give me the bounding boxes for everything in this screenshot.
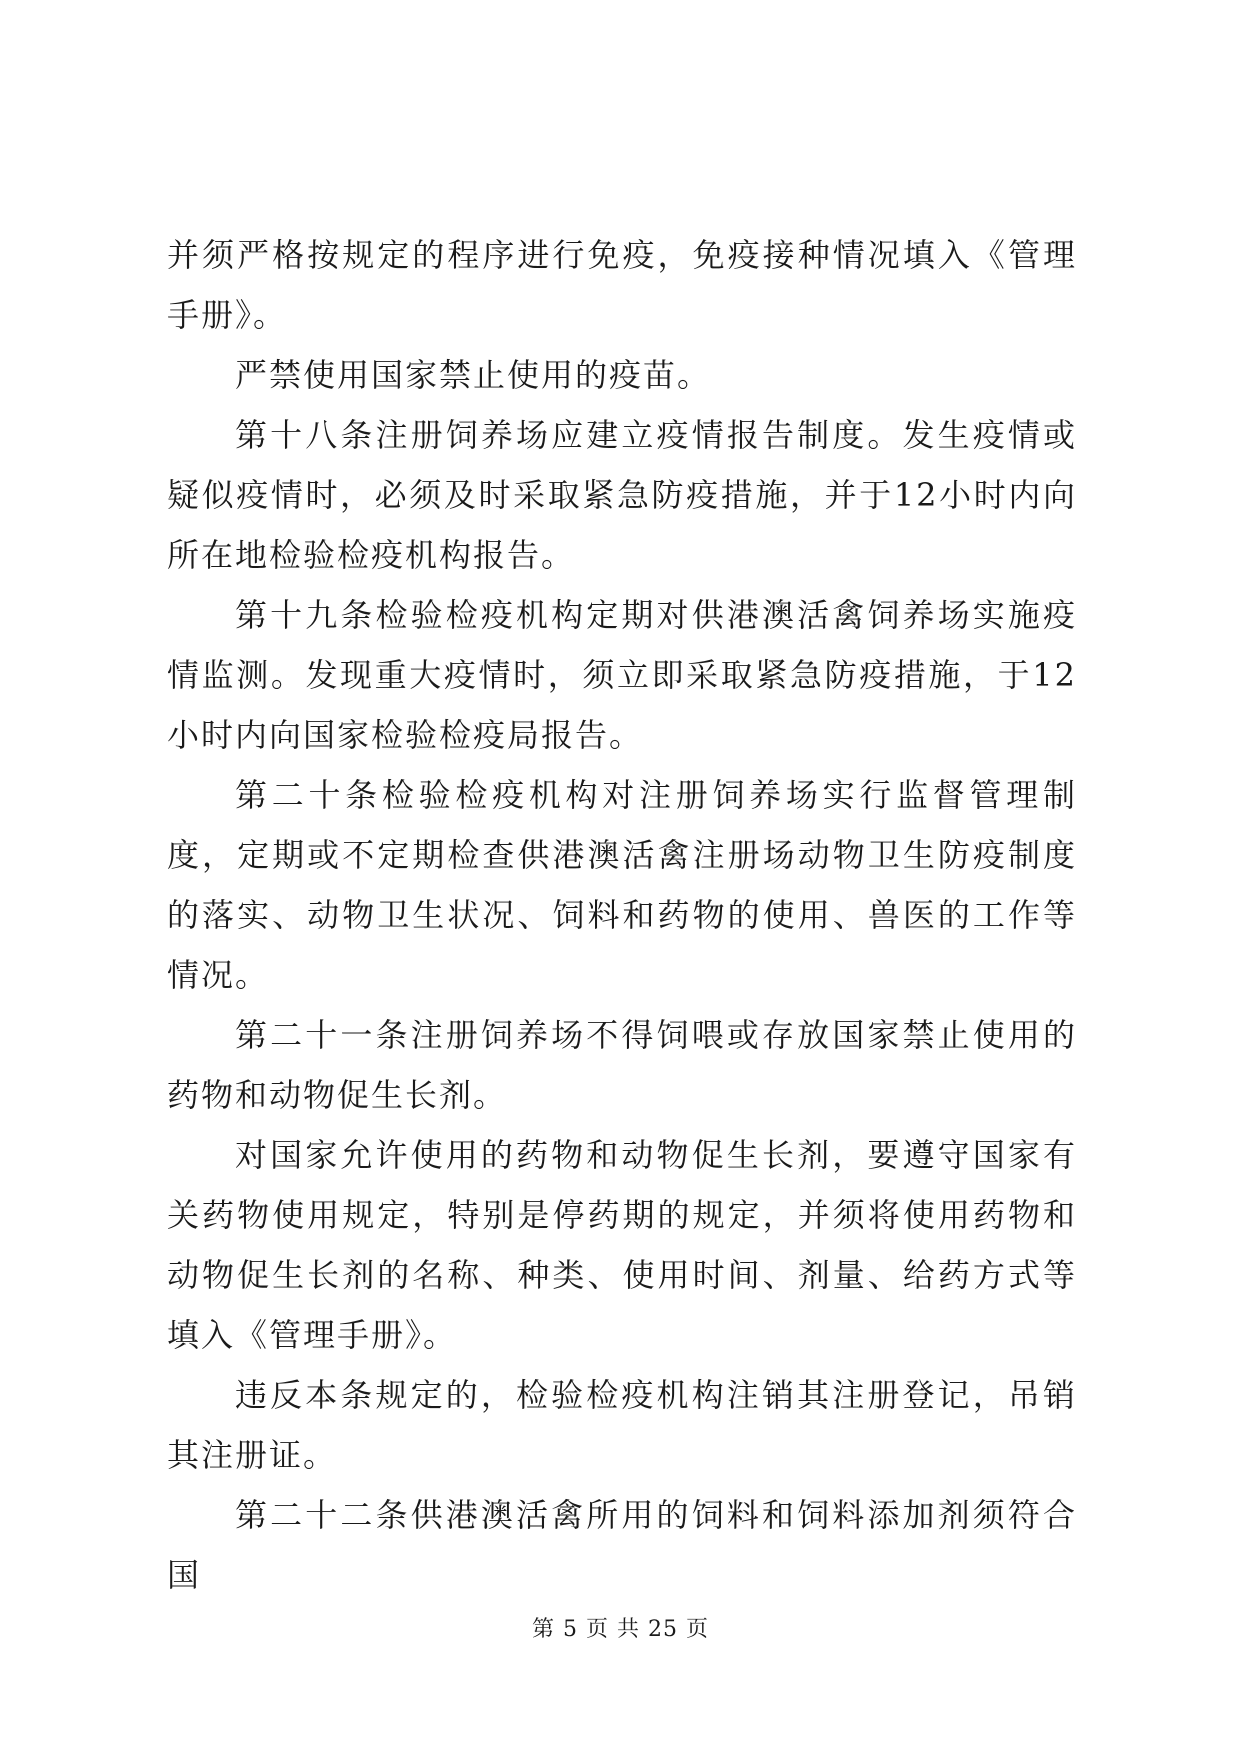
paragraph: 第二十条检验检疫机构对注册饲养场实行监督管理制度，定期或不定期检查供港澳活禽注册场动物卫生防疫制度的落实、动物卫生状况、饲料和药物的使用、兽医的工作等情况。 [167,776,1077,994]
paragraph: 第二十二条供港澳活禽所用的饲料和饲料添加剂须符合国 [167,1496,1077,1594]
paragraph: 对国家允许使用的药物和动物促生长剂，要遵守国家有关药物使用规定，特别是停药期的规定，并须将使用药物和动物促生长剂的名称、种类、使用时间、剂量、给药方式等填入《管理手册》。 [167,1136,1077,1354]
paragraph: 第二十一条注册饲养场不得饲喂或存放国家禁止使用的药物和动物促生长剂。 [167,1016,1077,1114]
paragraph: 严禁使用国家禁止使用的疫苗。 [235,356,712,394]
paragraph: 并须严格按规定的程序进行免疫，免疫接种情况填入《管理手册》。 [167,236,1077,334]
paragraph: 第十八条注册饲养场应建立疫情报告制度。发生疫情或疑似疫情时，必须及时采取紧急防疫措施，并于12小时内向所在地检验检疫机构报告。 [167,416,1077,574]
document-body [167,225,1077,1605]
paragraph: 第十九条检验检疫机构定期对供港澳活禽饲养场实施疫情监测。发现重大疫情时，须立即采取紧急防疫措施，于12小时内向国家检验检疫局报告。 [167,596,1077,754]
paragraph: 违反本条规定的，检验检疫机构注销其注册登记，吊销其注册证。 [167,1376,1077,1474]
page-number-footer: 第 5 页 共 25 页 [532,1617,709,1642]
